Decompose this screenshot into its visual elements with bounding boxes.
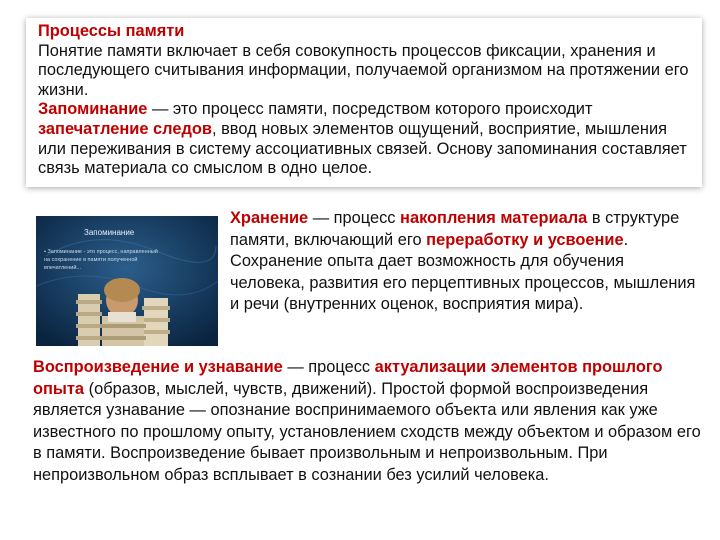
intro-paragraph: Понятие памяти включает в себя совокупность процессов фиксации, хранения и последующего считывания информации, получаемой организмом на протяжении его жизни. — [38, 41, 689, 99]
slide-bullet: • Запоминание - это процесс, направленный на сохранение в памяти полученной впечатлений... — [44, 249, 158, 271]
reproduction-term: Воспроизведение и узнавание — [33, 358, 283, 376]
storage-term3: переработку и усвоение — [426, 230, 624, 249]
storage-paragraph: Хранение — процесс накопления материала в структуре памяти, включающий его переработку и усвоение. Сохранение опыта дает возможность для обучения человека, развития его перцептивных процессов, мышления и речи (внутренних оценок, восприятия мира). — [230, 209, 696, 314]
section-title: Процессы памяти — [38, 22, 185, 40]
storage-term: Хранение — [230, 209, 309, 227]
slide-thumbnail-image — [36, 216, 218, 346]
storage-term2: накопления материала — [400, 209, 588, 227]
reproduction-term2: актуализации элементов прошлого опыта — [33, 358, 663, 398]
slide-heading: Запоминание — [84, 228, 135, 237]
memorization-term2: запечатление следов — [38, 119, 212, 138]
reproduction-paragraph: Воспроизведение и узнавание — процесс актуализации элементов прошлого опыта (образов, мыслей, чувств, движений). Простой формой воспроизведения является узнавание — опознание воспринимаемого объекта или явления как уже известного по прошлому опыту, установлением сходств между объектом и образом его в памяти. Воспроизведение бывает произвольным и непроизвольным. При непроизвольном образ всплывает в сознании без усилий человека. — [33, 358, 701, 484]
intro-text-box — [26, 18, 702, 187]
memorization-term: Запоминание — [38, 100, 148, 119]
memorization-paragraph: Запоминание — это процесс памяти, посредством которого происходит запечатление следов, ввод новых элементов ощущений, восприятие, мышления или переживания в систему ассоциативных связей. Основу запоминания составляет связь материала со смыслом в одно целое. — [38, 100, 687, 178]
